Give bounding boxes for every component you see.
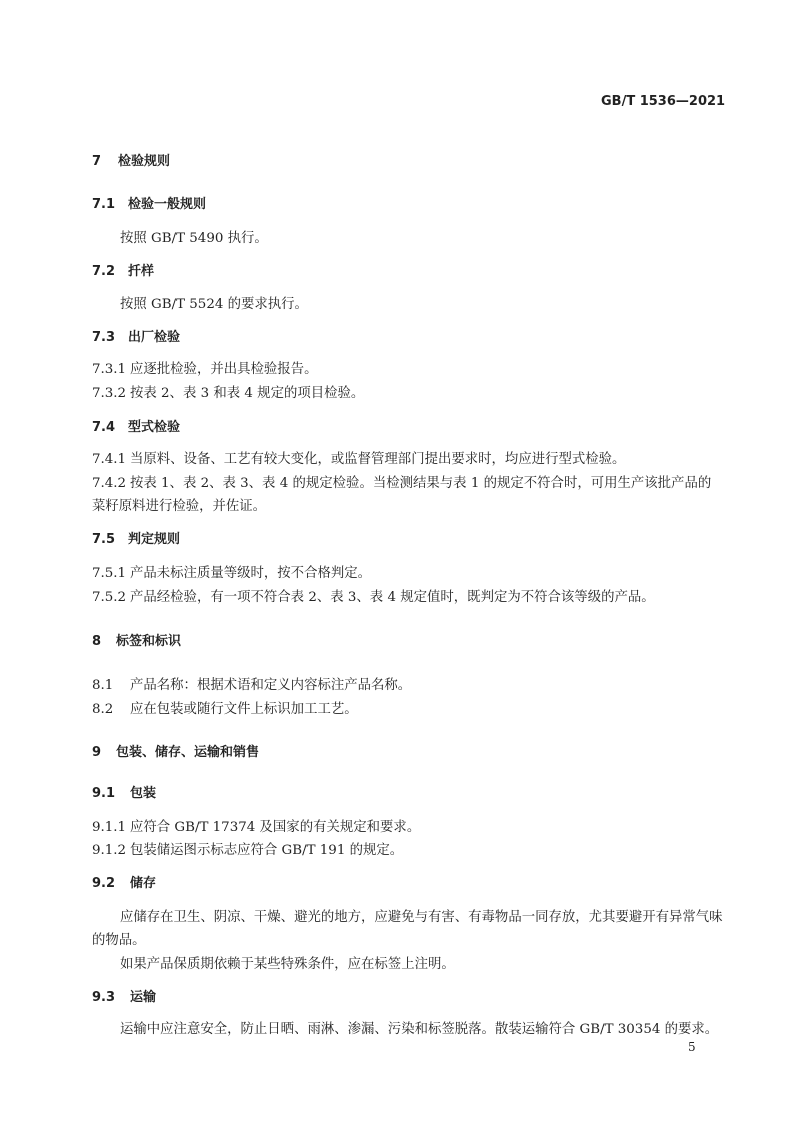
clause-number: 7.4.1 xyxy=(92,452,127,467)
clause-number: 7.5.1 xyxy=(92,566,127,581)
clause-number: 8.2 xyxy=(92,702,114,717)
clause-number: 7.5.2 xyxy=(92,590,127,605)
section-title: 型式检验 xyxy=(128,420,181,435)
paragraph-7-2: 按照 GB/T 5524 的要求执行。 xyxy=(120,297,308,312)
paragraph-9-2-continuation: 的物品。 xyxy=(92,933,146,948)
clause-7-3-1 xyxy=(92,360,317,380)
section-heading-8 xyxy=(92,632,181,652)
paragraph-7-1: 按照 GB/T 5490 执行。 xyxy=(120,231,268,246)
section-number: 7.4 xyxy=(92,420,116,435)
section-title: 检验规则 xyxy=(118,154,171,169)
page-number: 5 xyxy=(688,1040,696,1054)
section-heading-7-3 xyxy=(92,328,180,348)
section-number: 9.1 xyxy=(92,786,116,801)
clause-7-4-1 xyxy=(92,450,625,470)
clause-text: 按表 2、表 3 和表 4 规定的项目检验。 xyxy=(130,386,365,401)
section-title: 检验一般规则 xyxy=(128,197,207,212)
clause-7-5-1 xyxy=(92,564,371,584)
clause-number: 9.1.1 xyxy=(92,820,127,835)
section-number: 7.5 xyxy=(92,532,116,547)
section-heading-7-4 xyxy=(92,418,180,438)
section-heading-9-1 xyxy=(92,784,156,804)
section-heading-9 xyxy=(92,743,259,763)
section-title: 判定规则 xyxy=(128,532,181,547)
section-title: 标签和标识 xyxy=(116,634,182,649)
clause-number: 9.1.2 xyxy=(92,843,127,858)
clause-number: 7.4.2 xyxy=(92,476,127,491)
clause-number: 8.1 xyxy=(92,678,114,693)
section-title: 运输 xyxy=(130,990,157,1005)
clause-text: 产品未标注质量等级时，按不合格判定。 xyxy=(130,566,372,581)
section-number: 7.2 xyxy=(92,264,116,279)
paragraph-9-2-line-2: 如果产品保质期依赖于某些特殊条件，应在标签上注明。 xyxy=(120,957,455,972)
section-number: 8 xyxy=(92,634,102,649)
clause-text: 包装储运图示标志应符合 GB/T 191 的规定。 xyxy=(130,843,404,858)
clause-text: 产品经检验，有一项不符合表 2、表 3、表 4 规定值时，既判定为不符合该等级的产品。 xyxy=(130,590,655,605)
standard-code: GB/T 1536—2021 xyxy=(601,94,726,109)
section-title: 储存 xyxy=(130,876,157,891)
clause-7-4-2 xyxy=(92,474,711,494)
paragraph-9-3: 运输中应注意安全，防止日晒、雨淋、渗漏、污染和标签脱落。散装运输符合 GB/T 30354 的要求。 xyxy=(120,1022,719,1037)
paragraph-9-2-line-1: 应储存在卫生、阴凉、干燥、避光的地方，应避免与有害、有毒物品一同存放，尤其要避开有异常气味 xyxy=(120,910,723,925)
section-heading-7-1 xyxy=(92,195,206,215)
section-heading-9-2 xyxy=(92,874,156,894)
section-number: 7 xyxy=(92,154,102,169)
clause-number: 7.3.1 xyxy=(92,362,127,377)
section-heading-7-5 xyxy=(92,530,180,550)
section-title: 出厂检验 xyxy=(128,330,181,345)
clause-7-5-2 xyxy=(92,588,655,608)
clause-7-4-2-continuation: 菜籽原料进行检验，并佐证。 xyxy=(92,499,267,514)
section-number: 7.3 xyxy=(92,330,116,345)
section-heading-7-2 xyxy=(92,262,154,282)
section-number: 9.2 xyxy=(92,876,116,891)
clause-text: 应逐批检验，并出具检验报告。 xyxy=(130,362,318,377)
clause-text: 产品名称：根据术语和定义内容标注产品名称。 xyxy=(130,678,412,693)
clause-8-1 xyxy=(92,676,411,696)
clause-text: 应符合 GB/T 17374 及国家的有关规定和要求。 xyxy=(130,820,421,835)
clause-number: 7.3.2 xyxy=(92,386,127,401)
section-heading-7 xyxy=(92,152,170,172)
section-title: 包装 xyxy=(130,786,157,801)
clause-9-1-1 xyxy=(92,818,420,838)
section-number: 7.1 xyxy=(92,197,116,212)
section-title: 扦样 xyxy=(128,264,155,279)
clause-text: 按表 1、表 2、表 3、表 4 的规定检验。当检测结果与表 1 的规定不符合时，可用生产该批产品的 xyxy=(130,476,712,491)
clause-7-3-2 xyxy=(92,384,364,404)
section-number: 9 xyxy=(92,745,102,760)
section-number: 9.3 xyxy=(92,990,116,1005)
clause-8-2 xyxy=(92,700,358,720)
section-heading-9-3 xyxy=(92,988,156,1008)
clause-text: 当原料、设备、工艺有较大变化，或监督管理部门提出要求时，均应进行型式检验。 xyxy=(130,452,626,467)
clause-9-1-2 xyxy=(92,841,403,861)
clause-text: 应在包装或随行文件上标识加工工艺。 xyxy=(130,702,358,717)
section-title: 包装、储存、运输和销售 xyxy=(116,745,260,760)
